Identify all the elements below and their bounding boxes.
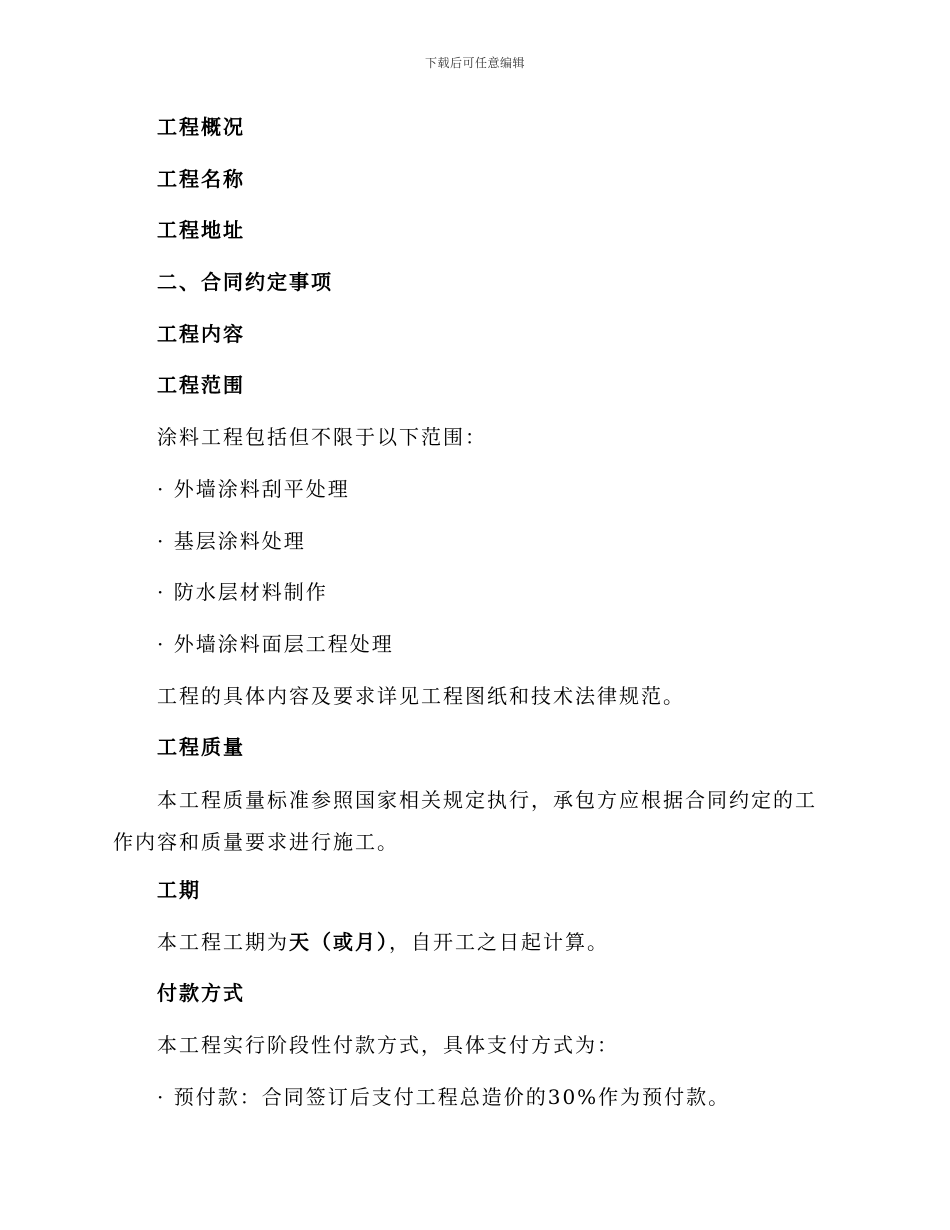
- quality-paragraph: 本工程质量标准参照国家相关规定执行，承包方应根据合同约定的工作内容和质量要求进行施工。: [113, 787, 817, 854]
- heading-overview: 工程概况: [157, 115, 245, 139]
- period-paragraph: [113, 927, 833, 958]
- period-suffix: ，自开工之日起计算。: [389, 929, 609, 954]
- page-header: 下载后可任意编辑: [424, 56, 525, 70]
- list-item: · 外墙涂料刮平处理: [157, 476, 350, 501]
- period-duration: 天（或月）: [289, 929, 389, 954]
- heading-period: 工期: [157, 877, 201, 902]
- heading-project-scope: 工程范围: [157, 373, 245, 398]
- heading-quality: 工程质量: [157, 735, 245, 760]
- list-item: · 基层涂料处理: [157, 528, 306, 553]
- heading-project-content: 工程内容: [157, 321, 245, 346]
- heading-payment: 付款方式: [157, 981, 245, 1006]
- list-item: · 防水层材料制作: [157, 580, 328, 605]
- list-item: · 外墙涂料面层工程处理: [157, 631, 394, 656]
- scope-note: 工程的具体内容及要求详见工程图纸和技术法律规范。: [157, 683, 685, 708]
- period-prefix: 本工程工期为: [157, 929, 289, 954]
- heading-project-name: 工程名称: [157, 166, 245, 191]
- heading-section-2: 二、合同约定事项: [157, 270, 333, 295]
- list-item: · 预付款：合同签订后支付工程总造价的30%作为预付款。: [157, 1084, 731, 1109]
- payment-intro: 本工程实行阶段性付款方式，具体支付方式为：: [157, 1033, 619, 1057]
- document-body: [113, 112, 833, 1133]
- heading-project-address: 工程地址: [157, 218, 245, 243]
- scope-intro: 涂料工程包括但不限于以下范围：: [157, 425, 487, 450]
